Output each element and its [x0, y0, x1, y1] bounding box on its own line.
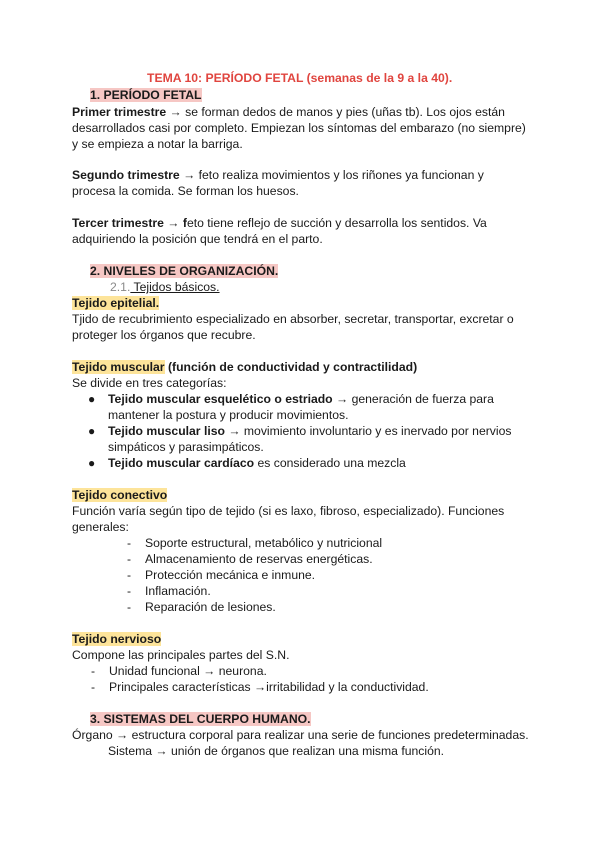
segundo-trimestre-line-1 [72, 167, 484, 183]
nervioso-intro: Compone las principales partes del S.N. [72, 648, 290, 662]
bullet-marker: ● [88, 456, 96, 470]
list-item: Almacenamiento de reservas energéticas. [145, 552, 373, 566]
dash-marker: - [91, 680, 96, 694]
dash-marker: - [127, 536, 132, 550]
primer-trimestre-line-2: desarrollados casi por completo. Empiezan los síntomas del embarazo (no siempre) [72, 121, 526, 135]
muscular-heading-rest: (función de conductividad y contractilidad) [164, 360, 418, 374]
dash-marker: - [127, 600, 132, 614]
muscular-liso-line-1 [108, 423, 511, 439]
muscular-liso-label: Tejido muscular liso [108, 424, 225, 438]
organo-definition: Órgano → estructura corporal para realizar una serie de funciones predeterminadas. [72, 728, 529, 742]
muscular-cardiaco-line [108, 455, 406, 471]
segundo-trimestre-line-2: procesa la comida. Se forman los huesos. [72, 184, 299, 198]
section-heading-periodo-fetal [90, 87, 202, 103]
muscular-esqueletico-line-1 [108, 391, 494, 407]
dash-marker: - [127, 568, 132, 582]
muscular-cardiaco-text: es considerado una mezcla [254, 456, 406, 470]
muscular-intro: Se divide en tres categorías: [72, 376, 227, 390]
heading-highlight: 3. SISTEMAS DEL CUERPO HUMANO. [90, 712, 311, 726]
tercer-trimestre-label: Tercer trimestre [72, 216, 164, 230]
section-heading-sistemas [90, 711, 311, 727]
tercer-trimestre-line-1 [72, 215, 487, 231]
dash-marker: - [127, 584, 132, 598]
list-item: Principales características →irritabilidad y la conductividad. [109, 680, 429, 694]
heading-highlight: 2. NIVELES DE ORGANIZACIÓN. [90, 264, 279, 278]
epitelial-heading [72, 295, 159, 311]
muscular-cardiaco-label: Tejido muscular cardíaco [108, 456, 255, 470]
tercer-trimestre-line-2: adquiriendo la posición que tendrá en el parto. [72, 232, 323, 246]
segundo-trimestre-text: → feto realiza movimientos y los riñones ya funcionan y [179, 168, 484, 182]
epitelial-line-2: proteger los órganos que recubre. [72, 328, 256, 342]
list-item: Reparación de lesiones. [145, 600, 276, 614]
tercer-trimestre-arrow: → [163, 216, 183, 230]
list-item: Unidad funcional → neurona. [109, 664, 267, 678]
segundo-trimestre-label: Segundo trimestre [72, 168, 180, 182]
heading-highlight: Tejido nervioso [72, 632, 162, 646]
sistema-definition: Sistema → unión de órganos que realizan una misma función. [108, 744, 445, 758]
muscular-liso-text: → movimiento involuntario y es inervado por nervios [224, 424, 512, 438]
muscular-esqueletico-line-2: mantener la postura y producir movimientos. [108, 408, 349, 422]
tercer-trimestre-bold-letter: f [182, 216, 187, 230]
conectivo-line-2: generales: [72, 520, 129, 534]
dash-marker: - [91, 664, 96, 678]
subsection-title: Tejidos básicos. [130, 280, 220, 294]
bullet-marker: ● [88, 424, 96, 438]
bullet-marker: ● [88, 392, 96, 406]
section-heading-niveles [90, 263, 278, 279]
conectivo-heading [72, 487, 167, 503]
primer-trimestre-text: → se forman dedos de manos y pies (uñas tb). Los ojos están [166, 105, 505, 119]
conectivo-line-1: Función varía según tipo de tejido (si es laxo, fibroso, especializado). Funciones [72, 504, 505, 518]
nervioso-heading [72, 631, 161, 647]
document-title: TEMA 10: PERÍODO FETAL (semanas de la 9 a la 40). [147, 71, 453, 85]
dash-marker: - [127, 552, 132, 566]
epitelial-line-1: Tjido de recubrimiento especializado en absorber, secretar, transportar, excretar o [72, 312, 514, 326]
muscular-esqueletico-label: Tejido muscular esquelético o estriado [108, 392, 333, 406]
heading-highlight: Tejido epitelial. [72, 296, 160, 310]
list-item: Soporte estructural, metabólico y nutricional [145, 536, 383, 550]
subsection-number: 2.1. [110, 280, 131, 294]
heading-highlight: Tejido conectivo [72, 488, 168, 502]
muscular-esqueletico-text: → generación de fuerza para [332, 392, 494, 406]
subsection-heading-tejidos-basicos [110, 279, 220, 295]
primer-trimestre-label: Primer trimestre [72, 105, 167, 119]
list-item: Protección mecánica e inmune. [145, 568, 316, 582]
list-item: Inflamación. [145, 584, 211, 598]
heading-highlight: Tejido muscular [72, 360, 165, 374]
muscular-heading [72, 359, 417, 375]
primer-trimestre-line-1 [72, 104, 505, 120]
muscular-liso-line-2: simpáticos y parasimpáticos. [108, 440, 264, 454]
tercer-trimestre-text: eto tiene reflejo de succión y desarrolla los sentidos. Va [186, 216, 487, 230]
primer-trimestre-line-3: y se empieza a notar la barriga. [72, 137, 243, 151]
heading-highlight: 1. PERÍODO FETAL [90, 88, 202, 102]
